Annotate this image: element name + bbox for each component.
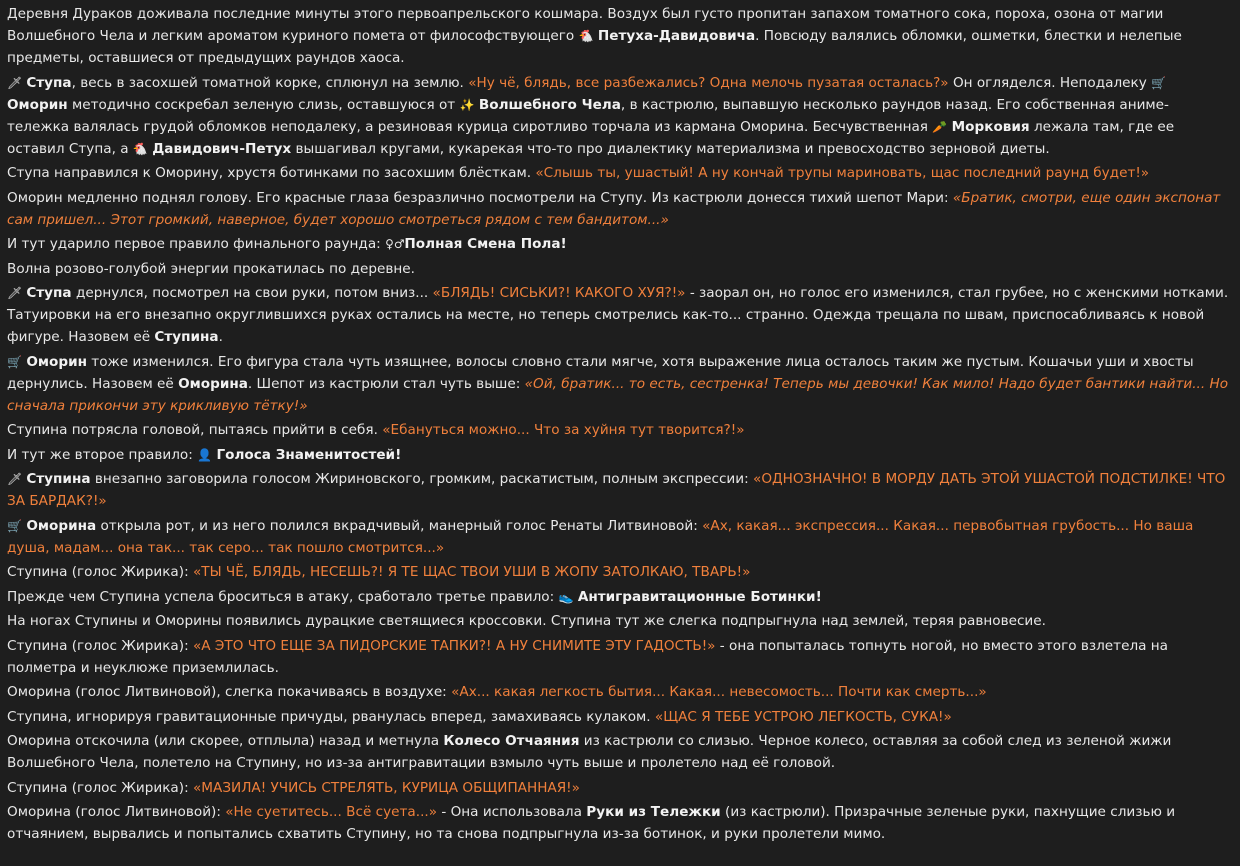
- story-paragraph: [7, 72, 1230, 160]
- character-name: Морковия: [951, 118, 1030, 135]
- narration-text: Оморин медленно поднял голову. Его красные глаза безразлично посмотрели на Ступу. Из кастрюли донесся тихий шепот Мари:: [7, 189, 953, 206]
- story-paragraph: [7, 586, 1230, 608]
- character-name: Ступа: [26, 74, 72, 91]
- narration-text: - она попыталась топнуть ногой, но вместо этого взлетела на полметра и неуклюже приземлилась.: [7, 637, 1169, 676]
- emoji-icon: 🗡: [7, 472, 23, 486]
- dialogue-quote: «МАЗИЛА! УЧИСЬ СТРЕЛЯТЬ, КУРИЦА ОБЩИПАННАЯ!»: [192, 779, 580, 796]
- narration-text: Волна розово-голубой энергии прокатилась по деревне.: [7, 260, 415, 277]
- narration-text: Оморина (голос Литвиновой), слегка покачиваясь в воздухе:: [7, 684, 452, 700]
- story-paragraph: [7, 468, 1230, 512]
- emoji-icon: ✨: [459, 97, 475, 112]
- character-name: Ступина: [26, 471, 91, 487]
- dialogue-whisper: «Братик, смотри, еще один экспонат сам пришел... Этот громкий, наверное, будет хорошо смотреться рядом с тем бандитом...»: [7, 189, 1221, 228]
- story-paragraph: [7, 801, 1230, 845]
- narration-text: , в кастрюлю, выпавшую несколько раундов назад. Его собственная аниме-тележка валялась грудой обломков неподалеку, а резиновая курица сиротливо торчала из кармана Оморина. Бесчувственная: [7, 96, 1169, 135]
- narration-text: (из кастрюли). Призрачные зеленые руки, пахнущие слизью и отчаянием, вырвались и попытались схватить Ступину, но та снова подпрыгнула из-за ботинок, и руки пролетели мимо.: [7, 804, 1176, 842]
- story-paragraph: [7, 3, 1230, 69]
- narration-text: Ступина потрясла головой, пытаясь прийти в себя.: [7, 422, 383, 438]
- narration-text: На ногах Ступины и Оморины появились дурацкие светящиеся кроссовки. Ступина тут же слегка подпрыгнула над землей, теряя равновесие.: [7, 613, 1046, 629]
- character-name: Руки из Тележки: [586, 804, 721, 820]
- narration-text: Ступина (голос Жирика):: [7, 779, 193, 796]
- dialogue-quote: «Ебануться можно... Что за хуйня тут творится?!»: [382, 422, 745, 438]
- emoji-icon: 🥕: [932, 119, 948, 134]
- character-name: Ступина: [154, 329, 219, 345]
- narration-text: , весь в засохшей томатной корке, сплюнул на землю.: [71, 74, 469, 91]
- narration-text: тоже изменился. Его фигура стала чуть изящнее, волосы словно стали мягче, хотя выражение лица осталось таким же пустым. Кошачьи уши и хвосты дернулись. Назовем её: [7, 353, 1194, 392]
- story-paragraph: [7, 233, 1230, 255]
- narration-text: . Повсюду валялись обломки, ошметки, блестки и нелепые предметы, оставшиеся от предыдущих раундов хаоса.: [7, 28, 1182, 66]
- narration-text: Прежде чем Ступина успела броситься в атаку, сработало третье правило:: [7, 588, 559, 605]
- narration-text: дернулся, посмотрел на свои руки, потом вниз...: [71, 285, 433, 301]
- story-paragraph: [7, 515, 1230, 559]
- story-paragraph: [7, 162, 1230, 184]
- dialogue-quote: «А ЭТО ЧТО ЕЩЕ ЗА ПИДОРСКИЕ ТАПКИ?! А НУ СНИМИТЕ ЭТУ ГАДОСТЬ!»: [192, 637, 716, 654]
- dialogue-whisper: «Ой, братик... то есть, сестренка! Теперь мы девочки! Как мило! Надо будет бантики найти... Но сначала прикончи эту крикливую тётку!»: [7, 375, 1229, 414]
- character-name: Оморин: [26, 353, 87, 370]
- character-name: Колесо Отчаяния: [443, 733, 580, 749]
- narration-text: внезапно заговорила голосом Жириновского, громким, раскатистым, полным экспрессии:: [90, 471, 753, 487]
- emoji-icon: 🛒: [7, 354, 22, 369]
- story-paragraph: [7, 351, 1230, 417]
- narration-text: из кастрюли со слизью. Черное колесо, оставляя за собой след из зеленой жижи Волшебного Чела, полетело на Ступину, но из-за антигравитации взмыло чуть выше и пролетело над её головой.: [7, 733, 1172, 771]
- narration-text: И тут ударило первое правило финального раунда:: [7, 236, 386, 252]
- character-name: Петуха-Давидовича: [597, 28, 756, 44]
- character-name: Волшебного Чела: [478, 96, 621, 113]
- emoji-icon: 👟: [558, 589, 574, 604]
- story-paragraph: [7, 419, 1230, 441]
- emoji-icon: ♀♂: [385, 237, 405, 251]
- narration-text: Оморина отскочила (или скорее, отплыла) назад и метнула: [7, 733, 444, 749]
- narration-text: Ступина (голос Жирика):: [7, 564, 193, 580]
- narration-text: - заорал он, но голос его изменился, стал грубее, но с женскими нотками. Татуировки на его внезапно округлившихся руках остались на месте, но теперь смотрелись как-то... странно. Одежда трещала по швам, приспосабливаясь к новой фигуре. Назовем её: [7, 285, 1229, 345]
- narration-text: Он огляделся. Неподалеку: [948, 74, 1152, 91]
- narration-text: И тут же второе правило:: [7, 446, 198, 463]
- story-paragraph: [7, 681, 1230, 703]
- emoji-icon: 🐔: [578, 29, 594, 43]
- dialogue-quote: «ТЫ ЧЁ, БЛЯДЬ, НЕСЕШЬ?! Я ТЕ ЩАС ТВОИ УШИ В ЖОПУ ЗАТОЛКАЮ, ТВАРЬ!»: [192, 564, 751, 580]
- emoji-icon: 🐔: [132, 141, 148, 156]
- narration-text: методично соскребал зеленую слизь, оставшуюся от: [67, 96, 460, 113]
- narration-text: Ступина (голос Жирика):: [7, 637, 193, 654]
- character-name: Давидович-Петух: [152, 140, 292, 157]
- dialogue-quote: «Не суетитесь... Всё суета...»: [225, 804, 438, 820]
- narration-text: Ступина, игнорируя гравитационные причуды, рванулась вперед, замахиваясь кулаком.: [7, 708, 655, 725]
- character-name: Оморин: [7, 96, 68, 113]
- dialogue-quote: «ОДНОЗНАЧНО! В МОРДУ ДАТЬ ЭТОЙ УШАСТОЙ ПОДСТИЛКЕ! ЧТО ЗА БАРДАК?!»: [7, 471, 1226, 509]
- emoji-icon: 🛒: [1151, 75, 1167, 90]
- story-paragraph: [7, 561, 1230, 583]
- dialogue-quote: «Ах... какая легкость бытия... Какая... невесомость... Почти как смерть...»: [451, 684, 987, 700]
- story-paragraph: [7, 635, 1230, 679]
- character-name: Голоса Знаменитостей!: [216, 446, 402, 463]
- emoji-icon: 🗡: [7, 286, 23, 300]
- narration-text: .: [218, 329, 223, 345]
- emoji-icon: 🗡: [7, 75, 23, 90]
- story-paragraph: [7, 706, 1230, 728]
- story-paragraph: [7, 610, 1230, 632]
- narration-text: открыла рот, и из него полился вкрадчивый, манерный голос Ренаты Литвиновой:: [96, 517, 703, 534]
- emoji-icon: 🛒: [7, 518, 22, 533]
- story-paragraph: [7, 777, 1230, 799]
- dialogue-quote: «ЩАС Я ТЕБЕ УСТРОЮ ЛЕГКОСТЬ, СУКА!»: [654, 708, 952, 725]
- character-name: Ступа: [26, 285, 72, 301]
- story-paragraph: [7, 730, 1230, 774]
- narration-text: вышагивал кругами, кукарекая что-то про диалектику материализма и превосходство зерновой диеты.: [291, 140, 1050, 157]
- story-paragraph: [7, 187, 1230, 231]
- dialogue-quote: «Слышь ты, ушастый! А ну кончай трупы мариновать, щас последний раунд будет!»: [535, 165, 1150, 181]
- character-name: Антигравитационные Ботинки!: [577, 588, 822, 605]
- story-paragraph: [7, 444, 1230, 466]
- character-name: Оморина: [178, 375, 248, 392]
- character-name: Оморина: [26, 517, 97, 534]
- emoji-icon: 👤: [197, 447, 213, 462]
- narration-text: Деревня Дураков доживала последние минуты этого первоапрельского кошмара. Воздух был густо пропитан запахом томатного сока, пороха, озона от магии Волшебного Чела и легким ароматом куриного помета от философствующего: [7, 6, 1164, 44]
- narration-text: Оморина (голос Литвиновой):: [7, 804, 226, 820]
- dialogue-quote: «Ну чё, блядь, все разбежались? Одна мелочь пузатая осталась?»: [468, 74, 949, 91]
- dialogue-quote: «Ах, какая... экспрессия... Какая... первобытная грубость... Но ваша душа, мадам... она так... так серо... так пошло смотрится...»: [7, 517, 1194, 556]
- story-paragraph: [7, 282, 1230, 348]
- dialogue-quote: «БЛЯДЬ! СИСЬКИ?! КАКОГО ХУЯ?!»: [432, 285, 686, 301]
- character-name: Полная Смена Пола!: [404, 236, 567, 252]
- narration-text: Ступа направился к Оморину, хрустя ботинками по засохшим блёсткам.: [7, 165, 536, 181]
- narration-text: - Она использовала: [437, 804, 587, 820]
- narration-text: лежала там, где ее оставил Ступа, а: [7, 118, 1175, 157]
- story-paragraph: [7, 258, 1230, 280]
- narration-text: . Шепот из кастрюли стал чуть выше:: [247, 375, 525, 392]
